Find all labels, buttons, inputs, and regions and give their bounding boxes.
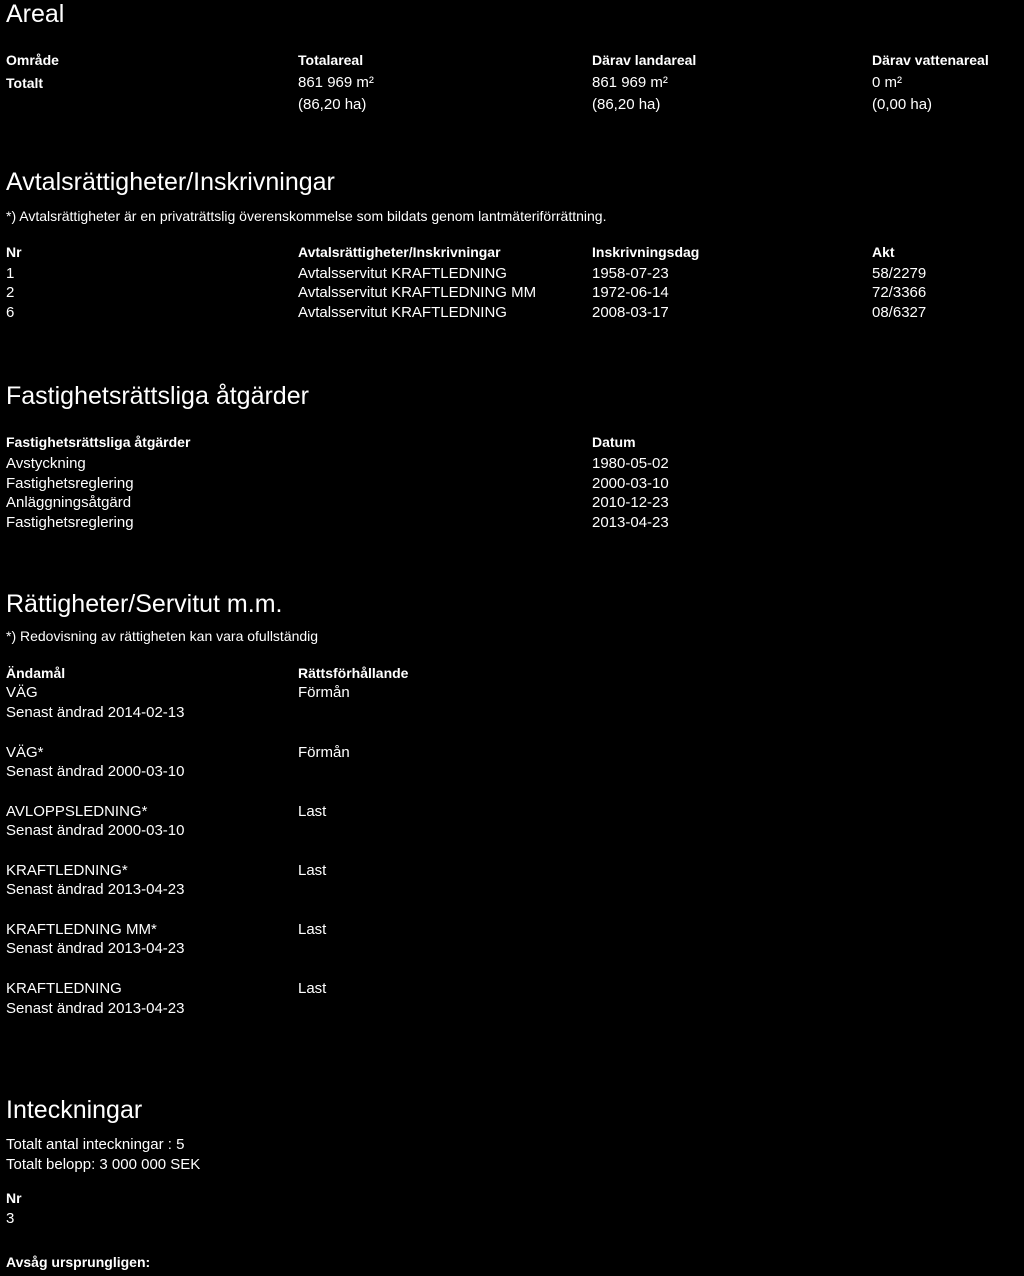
areal-water-ha: (0,00 ha) xyxy=(872,96,933,113)
areal-header-water: Därav vattenareal xyxy=(872,52,989,68)
avtal-note: *) Avtalsrättigheter är en privaträttslig överenskommelse som bildats genom lantmäteriförrättning. xyxy=(6,208,607,224)
servitut-item-changed: Senast ändrad 2013-04-23 xyxy=(6,1000,185,1017)
servitut-item-changed: Senast ändrad 2013-04-23 xyxy=(6,881,185,898)
servitut-item-relation: Last xyxy=(298,980,327,997)
areal-title: Areal xyxy=(6,0,65,28)
fastighet-row-datum: 2000-03-10 xyxy=(592,475,669,492)
fastighet-row-atgard: Anläggningsåtgärd xyxy=(6,494,132,511)
fastighet-header-atgard: Fastighetsrättsliga åtgärder xyxy=(6,434,191,450)
areal-header-land: Därav landareal xyxy=(592,52,697,68)
areal-water-m2: 0 m² xyxy=(872,74,902,91)
avtal-header-date: Inskrivningsdag xyxy=(592,244,700,260)
fastighet-title: Fastighetsrättsliga åtgärder xyxy=(6,382,309,410)
avtal-header-nr: Nr xyxy=(6,244,22,260)
servitut-item-name: KRAFTLEDNING MM* xyxy=(6,921,157,938)
inteckningar-nr-value: 3 xyxy=(6,1210,15,1227)
avtal-row-nr: 2 xyxy=(6,284,15,301)
inteckningar-amount: Totalt belopp: 3 000 000 SEK xyxy=(6,1156,201,1173)
avtal-row-name: Avtalsservitut KRAFTLEDNING MM xyxy=(298,284,537,301)
avtal-header-akt: Akt xyxy=(872,244,895,260)
servitut-item-name: KRAFTLEDNING xyxy=(6,980,122,997)
avtal-header-name: Avtalsrättigheter/Inskrivningar xyxy=(298,244,501,260)
avtal-row-date: 1972-06-14 xyxy=(592,284,669,301)
inteckningar-title: Inteckningar xyxy=(6,1096,143,1124)
fastighet-row-datum: 2010-12-23 xyxy=(592,494,669,511)
servitut-item-changed: Senast ändrad 2013-04-23 xyxy=(6,940,185,957)
avtal-row-name: Avtalsservitut KRAFTLEDNING xyxy=(298,304,507,321)
areal-land-m2: 861 969 m² xyxy=(592,74,668,91)
areal-header-total: Totalareal xyxy=(298,52,364,68)
areal-header-omrade: Område xyxy=(6,52,59,68)
avtal-title: Avtalsrättigheter/Inskrivningar xyxy=(6,168,335,196)
fastighet-row-atgard: Fastighetsreglering xyxy=(6,475,134,492)
servitut-item-relation: Last xyxy=(298,803,327,820)
servitut-item-changed: Senast ändrad 2014-02-13 xyxy=(6,704,185,721)
fastighet-row-datum: 2013-04-23 xyxy=(592,514,669,531)
fastighet-row-datum: 1980-05-02 xyxy=(592,455,669,472)
servitut-item-changed: Senast ändrad 2000-03-10 xyxy=(6,763,185,780)
avtal-row-nr: 6 xyxy=(6,304,15,321)
fastighet-header-datum: Datum xyxy=(592,434,636,450)
servitut-header-andamal: Ändamål xyxy=(6,665,66,681)
avtal-row-date: 1958-07-23 xyxy=(592,265,669,282)
avtal-row-akt: 08/6327 xyxy=(872,304,927,321)
avtal-row-name: Avtalsservitut KRAFTLEDNING xyxy=(298,265,507,282)
inteckningar-count: Totalt antal inteckningar : 5 xyxy=(6,1136,185,1153)
avtal-row-date: 2008-03-17 xyxy=(592,304,669,321)
servitut-item-name: AVLOPPSLEDNING* xyxy=(6,803,148,820)
fastighet-row-atgard: Fastighetsreglering xyxy=(6,514,134,531)
servitut-item-name: VÄG xyxy=(6,684,38,701)
servitut-item-relation: Last xyxy=(298,862,327,879)
servitut-item-relation: Förmån xyxy=(298,744,350,761)
inteckningar-nr-header: Nr xyxy=(6,1190,22,1206)
avtal-row-akt: 72/3366 xyxy=(872,284,927,301)
avtal-row-nr: 1 xyxy=(6,265,15,282)
servitut-item-relation: Last xyxy=(298,921,327,938)
areal-row-label: Totalt xyxy=(6,75,44,91)
avtal-row-akt: 58/2279 xyxy=(872,265,927,282)
areal-land-ha: (86,20 ha) xyxy=(592,96,661,113)
areal-total-m2: 861 969 m² xyxy=(298,74,374,91)
inteckningar-avsag: Avsåg ursprungligen: xyxy=(6,1254,151,1270)
servitut-title: Rättigheter/Servitut m.m. xyxy=(6,590,283,618)
servitut-item-relation: Förmån xyxy=(298,684,350,701)
servitut-header-relation: Rättsförhållande xyxy=(298,665,409,681)
servitut-note: *) Redovisning av rättigheten kan vara ofullständig xyxy=(6,628,319,644)
servitut-item-name: KRAFTLEDNING* xyxy=(6,862,128,879)
servitut-item-name: VÄG* xyxy=(6,744,44,761)
areal-total-ha: (86,20 ha) xyxy=(298,96,367,113)
servitut-item-changed: Senast ändrad 2000-03-10 xyxy=(6,822,185,839)
fastighet-row-atgard: Avstyckning xyxy=(6,455,86,472)
